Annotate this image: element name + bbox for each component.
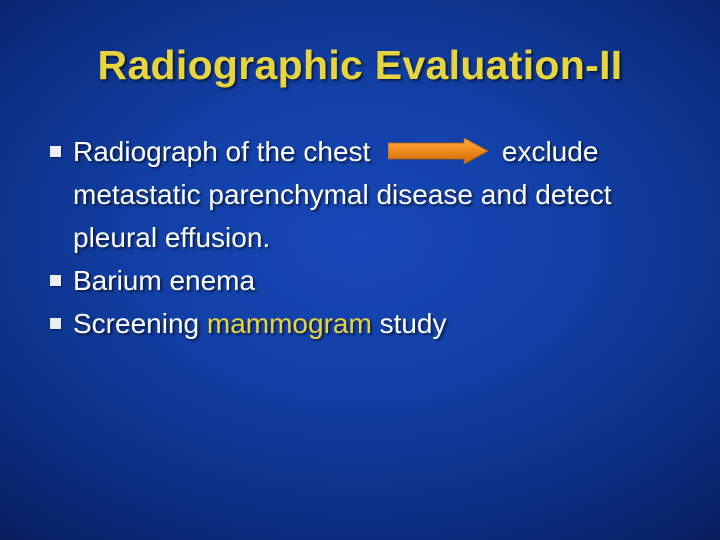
bullet-item-screening-mammogram [0, 302, 720, 345]
bullet-text: Barium enema [73, 265, 256, 296]
bullet-text-highlight: mammogram [206, 308, 372, 339]
bullet-text-after-arrow: exclude metastatic parenchymal disease and detect pleural effusion. [73, 136, 612, 253]
bullet-text-before-arrow: Radiograph of the chest [73, 136, 371, 167]
right-arrow-icon [388, 138, 488, 164]
square-bullet-icon [50, 318, 61, 329]
bullet-item-chest-radiograph [0, 130, 720, 259]
bullet-text-plain-1: Screening [73, 308, 207, 339]
bullet-item-barium-enema [0, 259, 720, 302]
slide-title: Radiographic Evaluation-II [97, 42, 623, 88]
bullet-text-plain-2: study [371, 308, 447, 339]
square-bullet-icon [50, 275, 61, 286]
bullet-list [0, 130, 720, 345]
square-bullet-icon [50, 146, 61, 157]
